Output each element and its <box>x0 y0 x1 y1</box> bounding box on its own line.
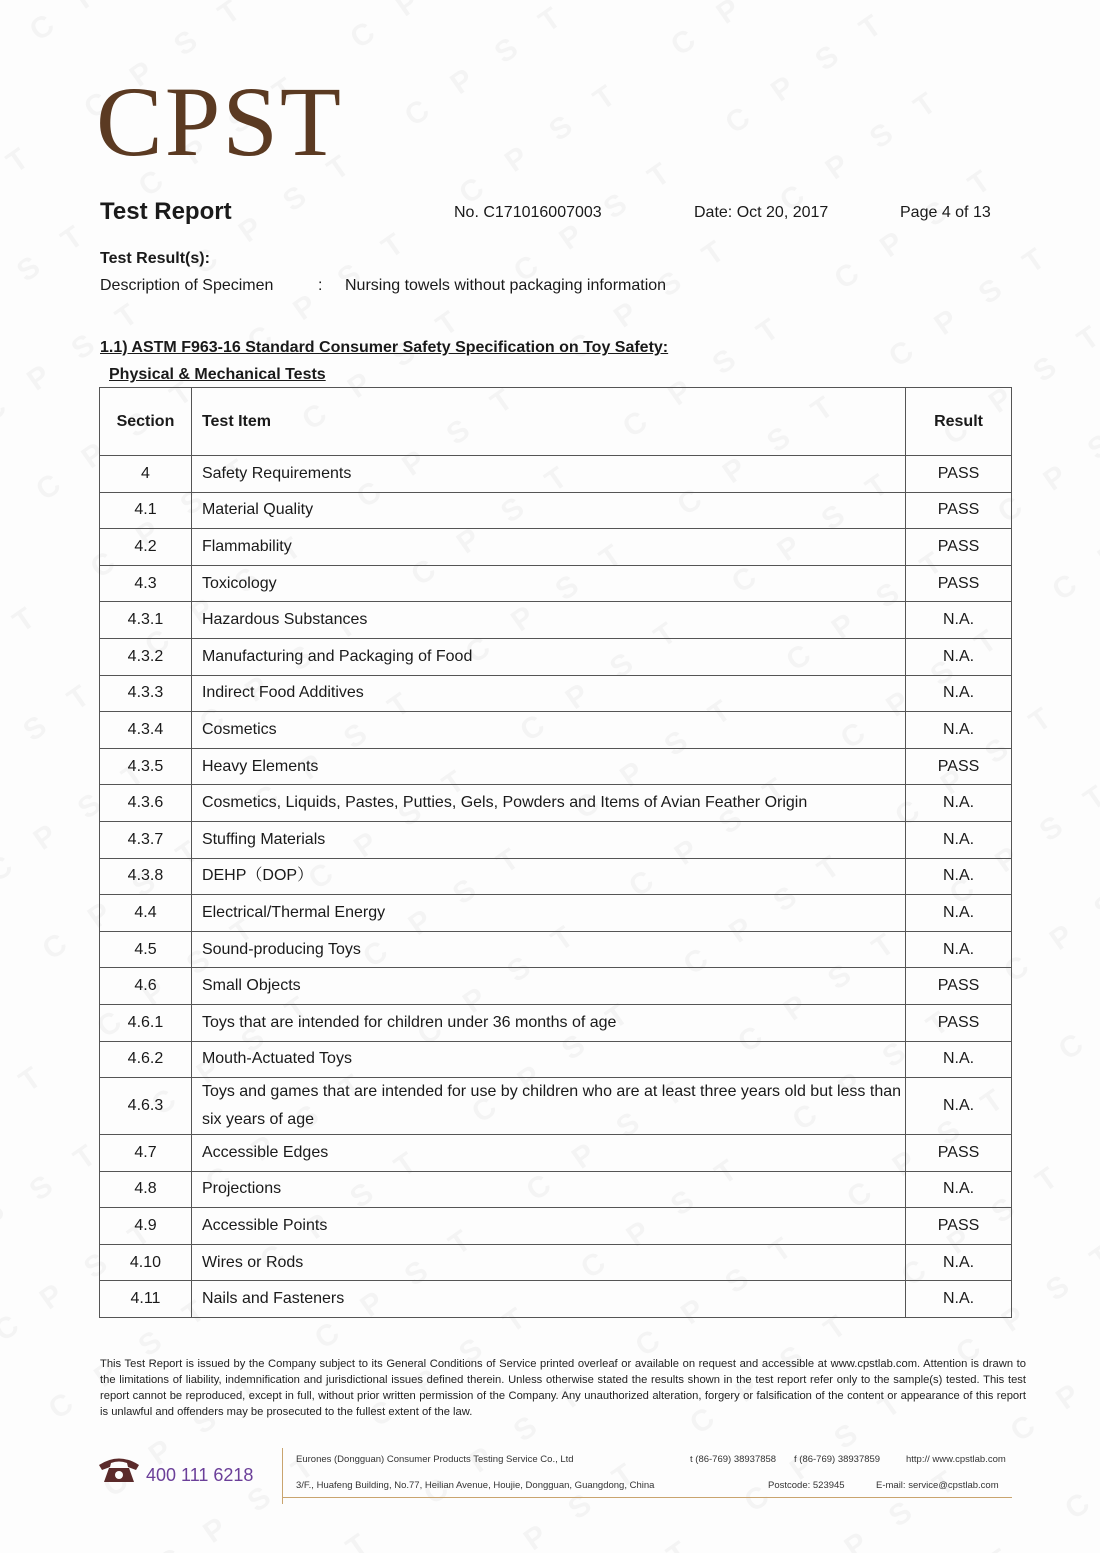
cell-result: N.A. <box>906 712 1012 749</box>
phone-number: 400 111 6218 <box>146 1465 254 1485</box>
table-row <box>100 821 1012 858</box>
cell-test-item: Flammability <box>191 529 905 566</box>
table-row <box>100 1208 1012 1245</box>
cell-result: N.A. <box>906 1244 1012 1281</box>
table-row <box>100 858 1012 895</box>
postcode: Postcode: 523945 <box>768 1480 845 1491</box>
cell-section: 4.6.2 <box>100 1041 192 1078</box>
cell-test-item: Safety Requirements <box>191 456 905 493</box>
report-header <box>100 198 1010 230</box>
cell-section: 4.6.3 <box>100 1078 192 1135</box>
footer-divider <box>282 1448 283 1504</box>
standard-subtitle: Physical & Mechanical Tests <box>109 366 326 383</box>
cell-section: 4.3.6 <box>100 785 192 822</box>
cell-test-item: Manufacturing and Packaging of Food <box>191 638 905 675</box>
table-row <box>100 492 1012 529</box>
table-row <box>100 1171 1012 1208</box>
address: 3/F., Huafeng Building, No.77, Heilian Avenue, Houjie, Dongguan, Guangdong, China <box>296 1480 655 1491</box>
report-number: No. C171016007003 <box>454 204 602 221</box>
cell-result: N.A. <box>906 1281 1012 1318</box>
table-row <box>100 1135 1012 1172</box>
footer-rule <box>282 1497 1012 1498</box>
cell-result: PASS <box>906 1135 1012 1172</box>
cell-test-item: Nails and Fasteners <box>191 1281 905 1318</box>
cell-section: 4 <box>100 456 192 493</box>
cell-result: N.A. <box>906 821 1012 858</box>
specimen-colon: : <box>318 277 323 294</box>
cell-section: 4.3.7 <box>100 821 192 858</box>
cell-section: 4.3.1 <box>100 602 192 639</box>
cell-test-item: Cosmetics <box>191 712 905 749</box>
cell-result: PASS <box>906 748 1012 785</box>
cell-test-item: Projections <box>191 1171 905 1208</box>
cell-result: PASS <box>906 1208 1012 1245</box>
table-row <box>100 1281 1012 1318</box>
cell-result: PASS <box>906 968 1012 1005</box>
cell-result: PASS <box>906 1004 1012 1041</box>
table-row <box>100 895 1012 932</box>
header-result: Result <box>906 388 1012 456</box>
cell-section: 4.3.5 <box>100 748 192 785</box>
cell-section: 4.8 <box>100 1171 192 1208</box>
cell-result: PASS <box>906 565 1012 602</box>
cell-result: N.A. <box>906 895 1012 932</box>
table-row <box>100 565 1012 602</box>
email: E-mail: service@cpstlab.com <box>876 1480 999 1491</box>
cell-section: 4.3.3 <box>100 675 192 712</box>
cell-test-item: Toys and games that are intended for use by children who are at least three years old but less than six years of age <box>191 1078 905 1135</box>
table-row <box>100 456 1012 493</box>
cell-section: 4.3.8 <box>100 858 192 895</box>
table-row <box>100 529 1012 566</box>
specimen-value: Nursing towels without packaging information <box>345 277 667 294</box>
cell-test-item: DEHP（DOP） <box>191 858 905 895</box>
table-row <box>100 1078 1012 1135</box>
table-body <box>100 456 1012 1318</box>
header-section: Section <box>100 388 192 456</box>
cell-test-item: Wires or Rods <box>191 1244 905 1281</box>
cell-test-item: Hazardous Substances <box>191 602 905 639</box>
footer-contact-row <box>296 1454 1006 1465</box>
footer <box>96 1448 1016 1508</box>
page-indicator: Page 4 of 13 <box>900 204 991 221</box>
telephone: t (86-769) 38937858 <box>690 1454 777 1465</box>
cell-result: PASS <box>906 492 1012 529</box>
results-table <box>99 387 1012 1318</box>
cell-test-item: Stuffing Materials <box>191 821 905 858</box>
table-row <box>100 602 1012 639</box>
cell-test-item: Accessible Edges <box>191 1135 905 1172</box>
cell-section: 4.5 <box>100 931 192 968</box>
company-logo: CPST <box>96 66 344 177</box>
table-row <box>100 712 1012 749</box>
cell-result: N.A. <box>906 785 1012 822</box>
table-row <box>100 1004 1012 1041</box>
table-row <box>100 1244 1012 1281</box>
results-heading: Test Result(s): <box>100 250 210 267</box>
company-name: Eurones (Dongguan) Consumer Products Testing Service Co., Ltd <box>296 1454 574 1465</box>
cell-result: PASS <box>906 529 1012 566</box>
fax: f (86-769) 38937859 <box>794 1454 881 1465</box>
cell-test-item: Electrical/Thermal Energy <box>191 895 905 932</box>
cell-result: N.A. <box>906 1078 1012 1135</box>
telephone-icon <box>96 1454 142 1484</box>
cell-section: 4.6 <box>100 968 192 1005</box>
table-row <box>100 931 1012 968</box>
website: http:// www.cpstlab.com <box>906 1454 1006 1465</box>
cell-section: 4.4 <box>100 895 192 932</box>
report-title: Test Report <box>100 198 232 225</box>
footer-address-row <box>296 1480 999 1491</box>
cell-section: 4.3 <box>100 565 192 602</box>
cell-result: N.A. <box>906 1041 1012 1078</box>
specimen-label: Description of Specimen <box>100 277 274 294</box>
cell-section: 4.10 <box>100 1244 192 1281</box>
cell-section: 4.9 <box>100 1208 192 1245</box>
cell-test-item: Heavy Elements <box>191 748 905 785</box>
cell-test-item: Accessible Points <box>191 1208 905 1245</box>
cell-result: N.A. <box>906 1171 1012 1208</box>
table-row <box>100 748 1012 785</box>
cell-result: N.A. <box>906 602 1012 639</box>
cell-test-item: Toys that are intended for children under 36 months of age <box>191 1004 905 1041</box>
table-row <box>100 638 1012 675</box>
cell-result: N.A. <box>906 675 1012 712</box>
table-row <box>100 785 1012 822</box>
table-row <box>100 968 1012 1005</box>
cell-test-item: Sound-producing Toys <box>191 931 905 968</box>
cell-test-item: Material Quality <box>191 492 905 529</box>
report-date: Date: Oct 20, 2017 <box>694 204 829 221</box>
cell-test-item: Small Objects <box>191 968 905 1005</box>
cell-section: 4.6.1 <box>100 1004 192 1041</box>
cell-section: 4.1 <box>100 492 192 529</box>
cell-section: 4.11 <box>100 1281 192 1318</box>
table-row <box>100 1041 1012 1078</box>
cell-section: 4.3.4 <box>100 712 192 749</box>
cell-section: 4.7 <box>100 1135 192 1172</box>
cell-test-item: Toxicology <box>191 565 905 602</box>
cell-section: 4.3.2 <box>100 638 192 675</box>
cell-test-item: Mouth-Actuated Toys <box>191 1041 905 1078</box>
cell-result: PASS <box>906 456 1012 493</box>
table-row <box>100 675 1012 712</box>
cell-result: N.A. <box>906 858 1012 895</box>
cell-result: N.A. <box>906 638 1012 675</box>
table-header-row <box>100 388 1012 456</box>
disclaimer: This Test Report is issued by the Company subject to its General Conditions of Service printed overleaf or available on request and accessible at www.cpstlab.com. Attention is drawn to the limitations of liability, indemnification and jurisdictional issues defined therein. Unless otherwise stated the results shown in the test report refer only to the sample(s) tested. This test report cannot be reproduced, except in full, without prior written permission of the Company. Any unauthorized alteration, forgery or falsification of the content or appearance of this report is unlawful and offenders may be prosecuted to the fullest extent of the law. <box>100 1358 1026 1418</box>
cell-test-item: Indirect Food Additives <box>191 675 905 712</box>
cell-result: N.A. <box>906 931 1012 968</box>
cell-test-item: Cosmetics, Liquids, Pastes, Putties, Gels, Powders and Items of Avian Feather Origin <box>191 785 905 822</box>
header-test-item: Test Item <box>191 388 905 456</box>
cell-section: 4.2 <box>100 529 192 566</box>
standard-title: 1.1) ASTM F963-16 Standard Consumer Safety Specification on Toy Safety: <box>100 339 669 356</box>
specimen-description <box>100 277 666 295</box>
